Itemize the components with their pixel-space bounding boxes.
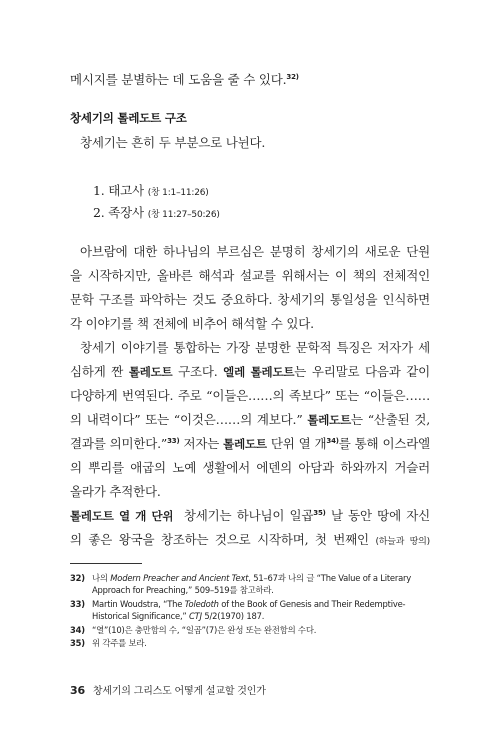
text-run: 의 좋은 왕국을 창조하는 것으로 시작하며, 첫 번째인 xyxy=(70,532,376,547)
text-run: 단위 열 개 xyxy=(266,436,327,451)
footnote-ref-34: 34) xyxy=(326,436,339,445)
text-run-small: (하늘과 땅의) xyxy=(375,537,430,547)
footnote-35 xyxy=(70,637,432,649)
footnote-number: 34) xyxy=(70,625,85,635)
text-run: 나의 xyxy=(92,573,111,583)
running-title: 창세기의 그리스도 어떻게 설교할 것인가 xyxy=(92,686,266,697)
text-run: 구조다. xyxy=(172,364,224,379)
text-run-italic: Modern Preacher and Ancient Text xyxy=(110,573,249,583)
footnote-divider xyxy=(70,563,142,564)
term-toledot: 톨레도트 xyxy=(307,413,351,427)
text-run: 날 동안 땅에 자신 xyxy=(325,508,430,523)
list-item-label: 2. 족장사 xyxy=(93,205,144,220)
footnote-34 xyxy=(70,624,432,636)
text-run: 는 “산출된 것, xyxy=(351,412,431,427)
list-item-ref: (창 1:1–11:26) xyxy=(147,188,209,198)
para1-line: 아브람에 대한 하나님의 부르심은 분명히 창세기의 새로운 단원 xyxy=(80,244,430,259)
section2-line xyxy=(70,506,430,524)
para2-line: 창세기 이야기를 통합하는 가장 분명한 문학적 특징은 저자가 세 xyxy=(80,340,430,355)
para2-line xyxy=(70,410,430,428)
footnote-ref-32: 32) xyxy=(286,72,299,81)
para1-line: 을 시작하지만, 올바른 해석과 설교를 위해서는 이 책의 전체적인 xyxy=(70,268,430,283)
text-run: 의 내력이다” 또는 “이것은……의 계보다.” xyxy=(70,412,308,427)
text-run: Historical Significance,” xyxy=(92,611,190,621)
para1-line: 문학 구조를 파악하는 것도 중요하다. 창세기의 통일성을 인식하면 xyxy=(70,292,430,307)
text-run-italic: Toledoth xyxy=(184,599,219,609)
text-run: 저자는 xyxy=(179,436,224,451)
text-run: 는 우리말로 다음과 같이 xyxy=(294,364,430,379)
section-heading-ten-units: 톨레도트 열 개 단위 xyxy=(70,509,174,523)
footnote-number: 35) xyxy=(70,638,85,648)
term-elleh-toledot: 엘레 톨레도트 xyxy=(223,365,295,379)
text-run: 창세기는 하나님이 일곱 xyxy=(183,508,314,523)
text-run: 5/2(1970) 187. xyxy=(201,611,265,621)
section-heading-toledot-structure: 창세기의 톨레도트 구조 xyxy=(70,111,187,125)
para2-line: 다양하게 번역된다. 주로 “이들은……의 족보다” 또는 “이들은…… xyxy=(70,388,430,403)
para2-line xyxy=(70,434,430,452)
para2-line: 올라가 추적한다. xyxy=(70,484,161,499)
footnote-number: 33) xyxy=(70,599,85,609)
list-item-ref: (창 11:27–50:26) xyxy=(147,210,220,220)
text-run: of the Book of Genesis and Their Redemptive- xyxy=(218,599,406,609)
text-run: “열”(10)은 충만함의 수, “일곱”(7)은 완성 또는 완전함의 수다. xyxy=(92,625,317,635)
top-line xyxy=(70,70,500,88)
footnote-continuation: Approach for Preaching,” 509–519를 참고하라. xyxy=(92,585,274,595)
top-line-text: 메시지를 분별하는 데 도움을 줄 수 있다. xyxy=(70,72,287,87)
list-item xyxy=(93,181,500,199)
text-run: Martin Woudstra, “The xyxy=(92,599,185,609)
page-number: 36 xyxy=(70,684,85,697)
footnote-number: 32) xyxy=(70,573,85,583)
list-item xyxy=(93,203,500,221)
para2-line: 의 뿌리를 애굽의 노예 생활에서 에덴의 아담과 하와까지 거슬러 xyxy=(70,460,430,475)
text-run: 결과를 의미한다.” xyxy=(70,436,168,451)
list-item-label: 1. 태고사 xyxy=(93,183,144,198)
text-run: 위 각주를 보라. xyxy=(92,638,147,648)
section2-line xyxy=(70,530,430,548)
text-run: , 51–67과 나의 글 “The Value of a Literary xyxy=(248,573,412,583)
page-footer xyxy=(70,682,266,697)
section-intro: 창세기는 흔히 두 부분으로 나뉜다. xyxy=(80,135,266,150)
footnote-32 xyxy=(70,572,432,596)
footnote-ref-33: 33) xyxy=(167,436,180,445)
footnote-ref-35: 35) xyxy=(313,508,326,517)
text-run-italic: CTJ xyxy=(189,611,202,621)
para2-line xyxy=(70,362,430,380)
term-toledot: 톨레도트 xyxy=(128,365,173,379)
footnote-33 xyxy=(70,598,432,622)
text-run: 심하게 짠 xyxy=(70,364,129,379)
term-toledot: 톨레도트 xyxy=(223,437,267,451)
para1-line: 각 이야기를 책 전체에 비추어 해석할 수 있다. xyxy=(70,316,314,331)
text-run: 를 통해 이스라엘 xyxy=(338,436,430,451)
